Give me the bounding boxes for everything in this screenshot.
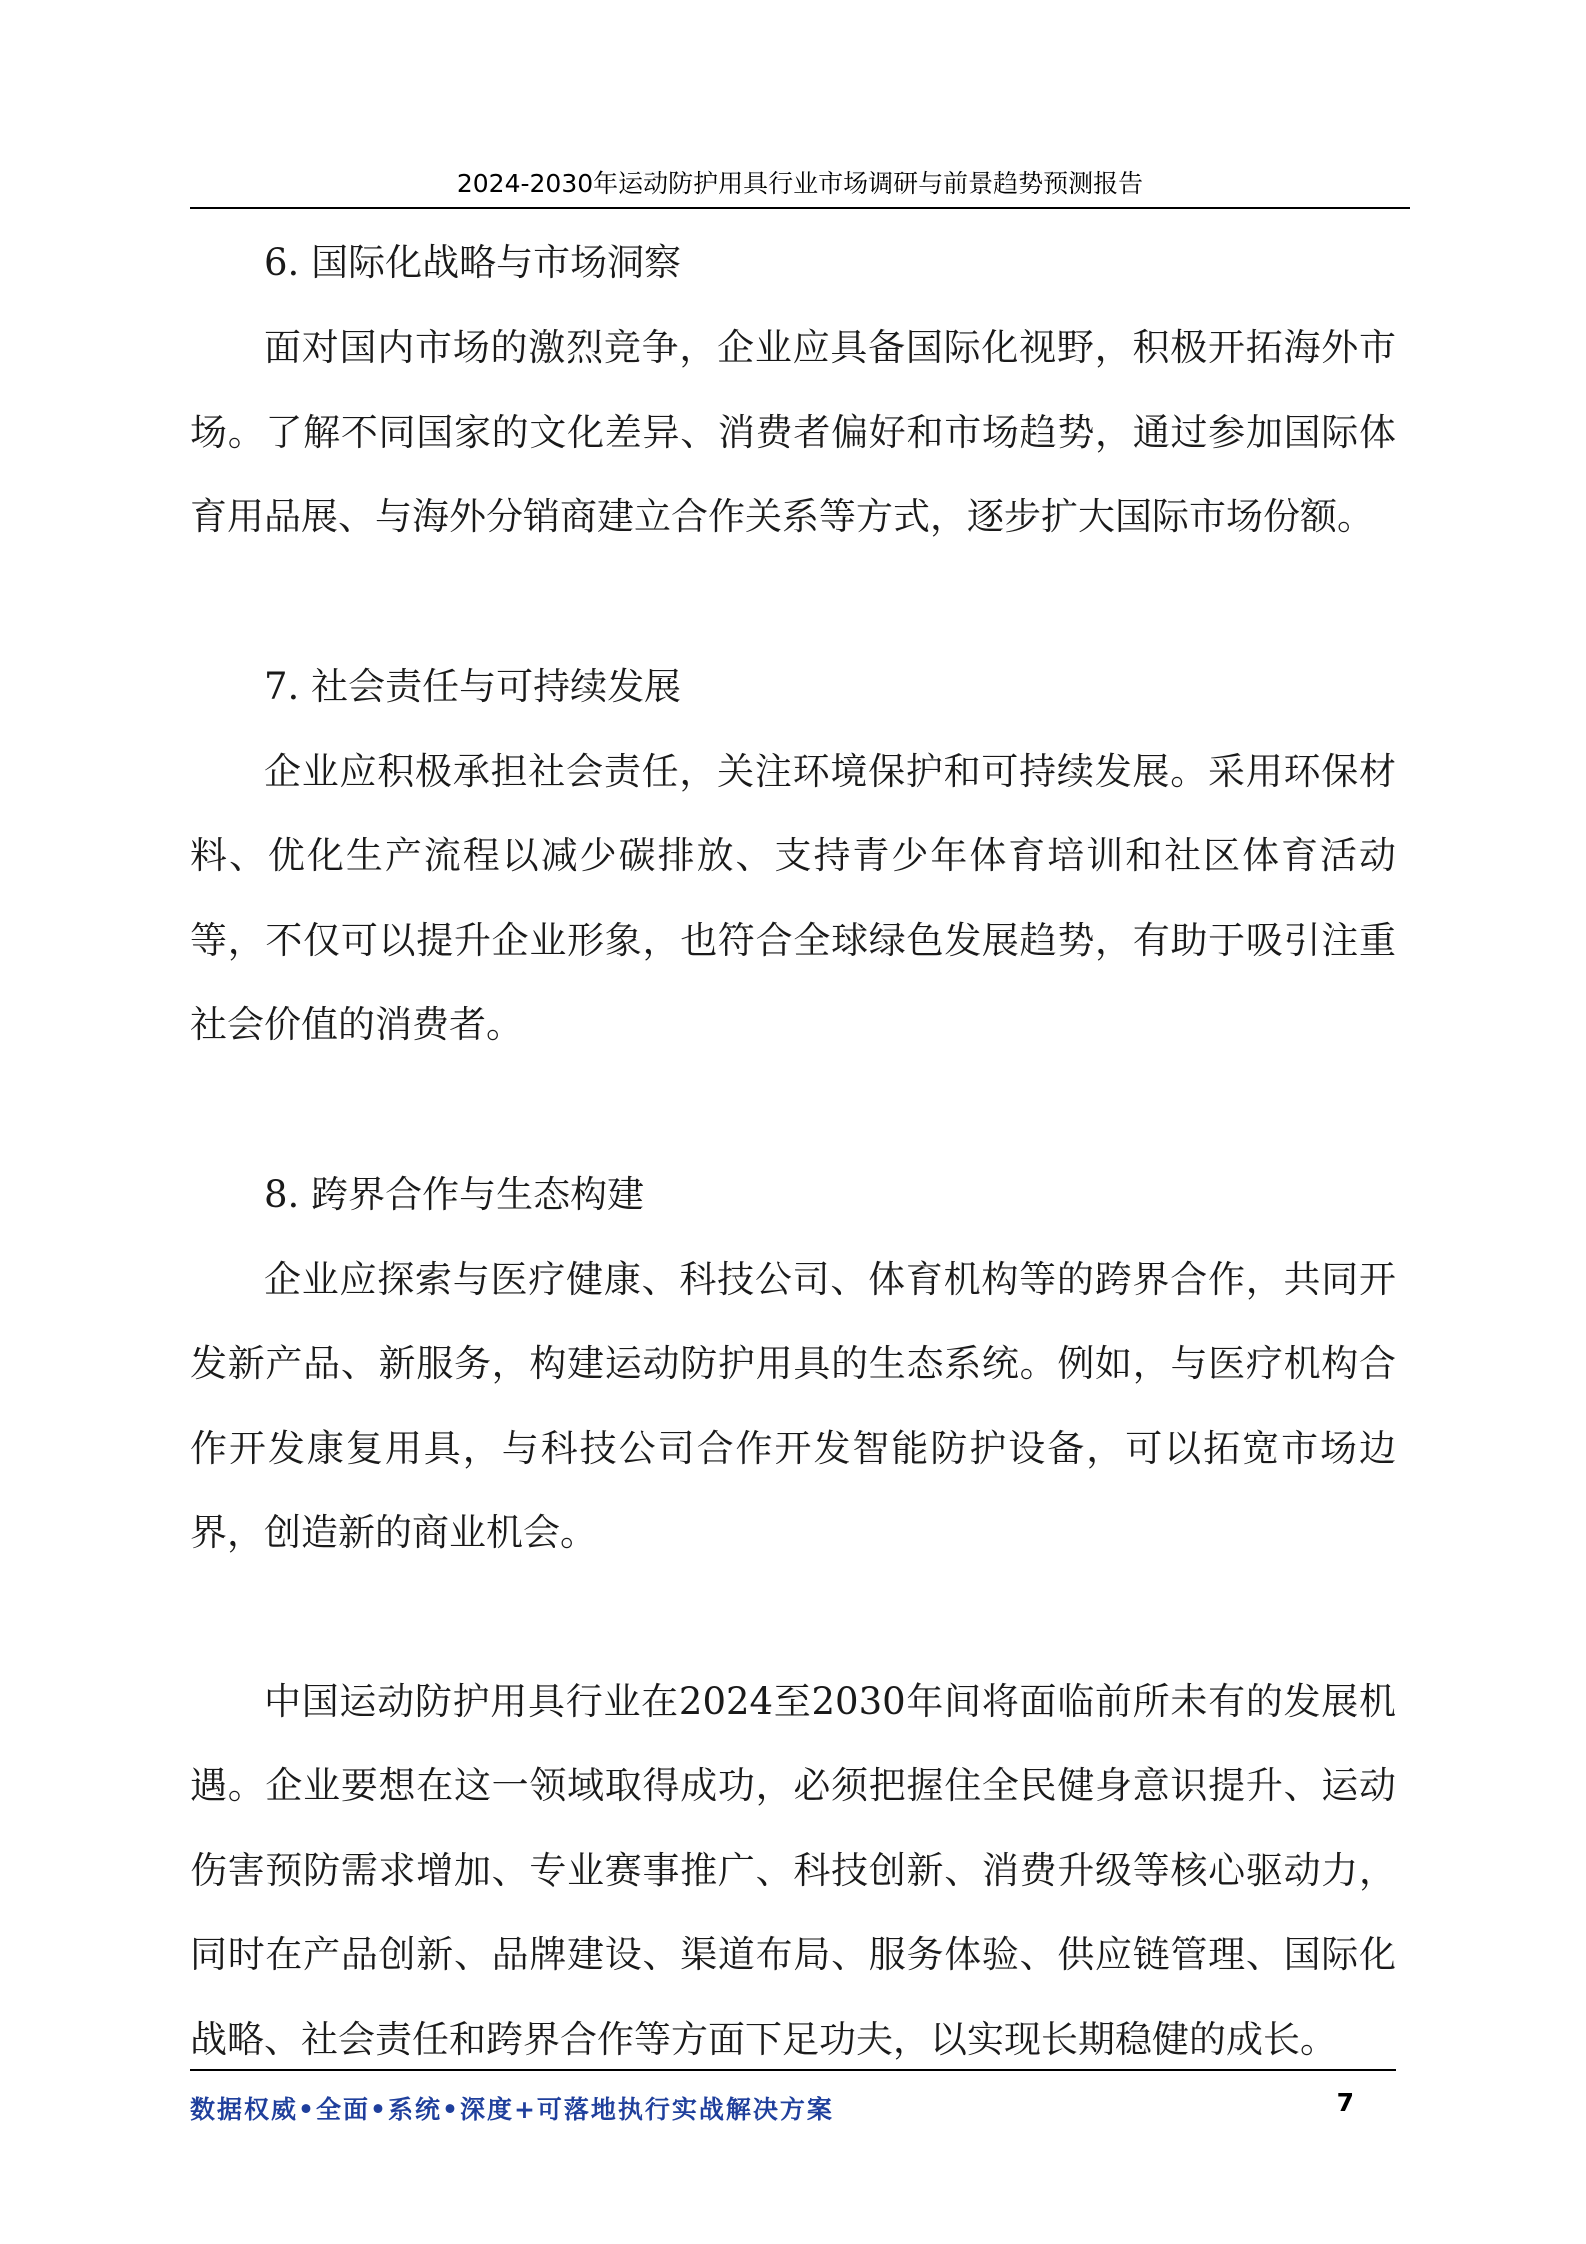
section-heading-8: 8. 跨界合作与生态构建 — [264, 1172, 645, 1216]
page-number: 7 — [1336, 2088, 1354, 2117]
report-header-title: 2024-2030年运动防护用具行业市场调研与前景趋势预测报告 — [456, 169, 1144, 198]
section-spacer — [190, 1068, 1396, 1152]
section-spacer — [190, 1576, 1396, 1660]
section-paragraph-6: 面对国内市场的激烈竞争，企业应具备国际化视野，积极开拓海外市场。了解不同国家的文化差异、消费者偏好和市场趋势，通过参加国际体育用品展、与海外分销商建立合作关系等方式，逐步扩大国际市场份额。 — [190, 326, 1396, 538]
section-paragraph-8: 企业应探索与医疗健康、科技公司、体育机构等的跨界合作，共同开发新产品、新服务，构建运动防护用具的生态系统。例如，与医疗机构合作开发康复用具，与科技公司合作开发智能防护设备，可以拓宽市场边界，创造新的商业机会。 — [190, 1257, 1396, 1554]
conclusion-paragraph: 中国运动防护用具行业在2024至2030年间将面临前所未有的发展机遇。企业要想在这一领域取得成功，必须把握住全民健身意识提升、运动伤害预防需求增加、专业赛事推广、科技创新、消费升级等核心驱动力，同时在产品创新、品牌建设、渠道布局、服务体验、供应链管理、国际化战略、社会责任和跨界合作等方面下足功夫，以实现长期稳健的成长。 — [190, 1679, 1396, 2061]
header-divider — [190, 207, 1410, 209]
footer-divider — [190, 2069, 1396, 2071]
page-content — [190, 220, 1396, 2082]
section-heading-7: 7. 社会责任与可持续发展 — [264, 664, 682, 708]
section-paragraph-7: 企业应积极承担社会责任，关注环境保护和可持续发展。采用环保材料、优化生产流程以减少碳排放、支持青少年体育培训和社区体育活动等，不仅可以提升企业形象，也符合全球绿色发展趋势，有助于吸引注重社会价值的消费者。 — [190, 749, 1396, 1046]
section-heading-6: 6. 国际化战略与市场洞察 — [264, 241, 682, 284]
footer-slogan: 数据权威•全面•系统•深度+可落地执行实战解决方案 — [190, 2095, 834, 2124]
section-spacer — [190, 560, 1396, 644]
